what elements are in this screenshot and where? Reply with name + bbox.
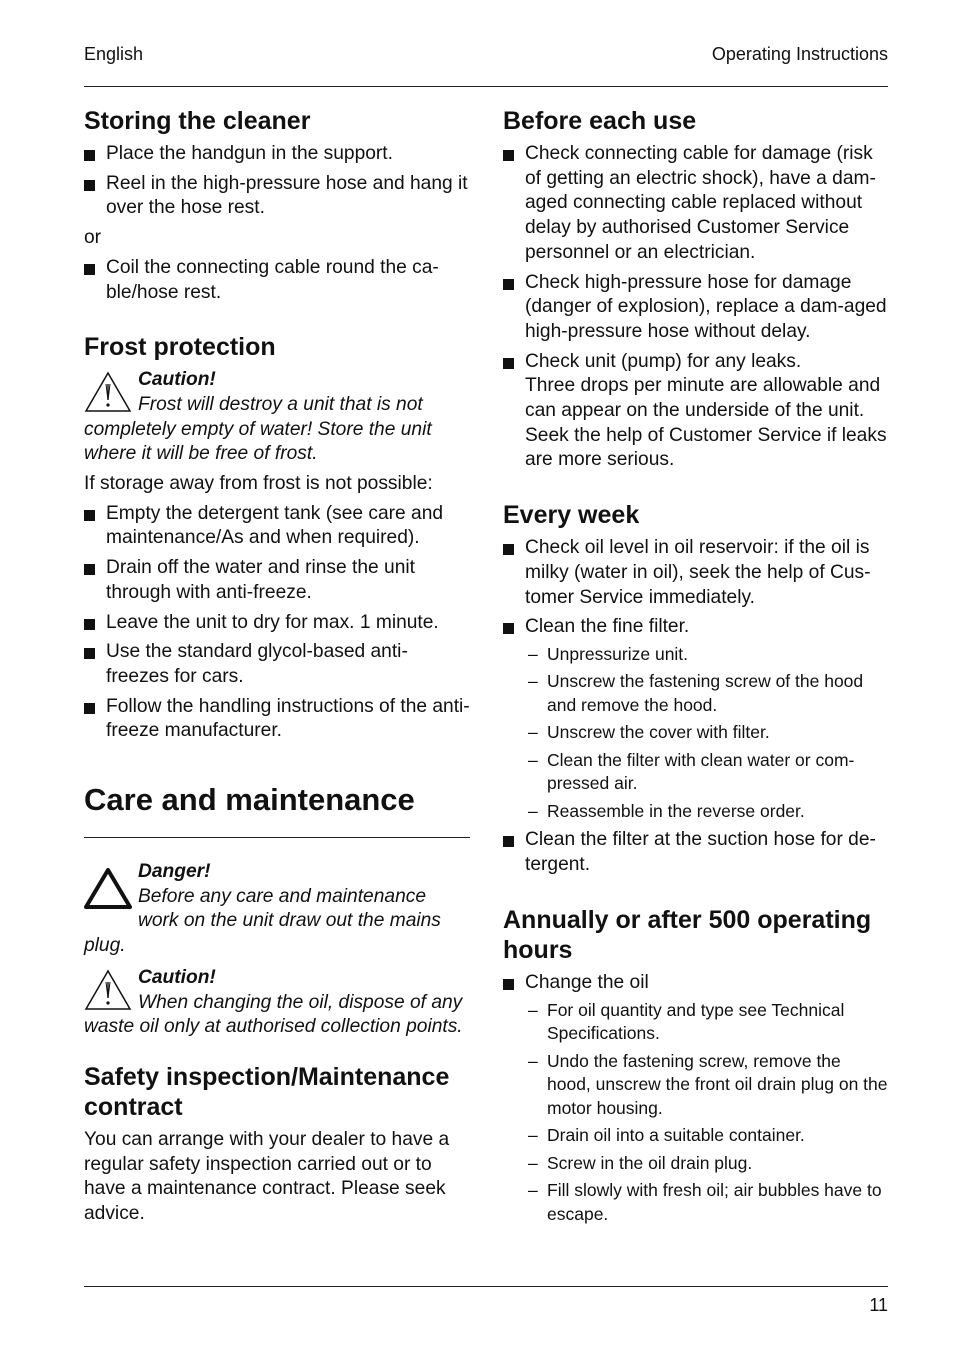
sub-item: – Fill slowly with fresh oil; air bubbles have to escape. [503, 1179, 889, 1226]
list-item: Place the handgun in the support. [84, 142, 470, 167]
storing-list-2 [84, 256, 470, 305]
danger-text: Before any care and maintenance work on the unit draw out the mains plug. [84, 885, 441, 957]
danger-icon [84, 866, 132, 910]
sub-item: – Drain oil into a suitable container. [503, 1124, 889, 1148]
annual-list [503, 971, 889, 1226]
storing-list [84, 142, 470, 221]
before-heading: Before each use [503, 107, 697, 135]
caution-text: Frost will destroy a unit that is not completely empty of water! Store the unit where it will be free of frost. [84, 393, 432, 465]
caution-icon [84, 370, 132, 414]
list-item [503, 615, 889, 823]
header-language: English [84, 44, 144, 64]
list-item: Check connecting cable for damage (risk of getting an electric shock), have a dam-aged connecting cable replaced without delay by authorised Customer Service personnel or an electrician. [503, 142, 889, 266]
week-heading: Every week [503, 501, 640, 530]
list-item: Use the standard glycol-based anti-freezes for cars. [84, 640, 470, 689]
caution-title: Caution! [138, 966, 216, 988]
safety-text: You can arrange with your dealer to have a regular safety inspection carried out or to have a maintenance contract. Please seek advice. [84, 1128, 450, 1225]
caution-title: Caution! [138, 369, 216, 391]
list-item-text: Clean the fine filter. [525, 616, 690, 638]
list-item: Empty the detergent tank (see care and maintenance/As and when required). [84, 502, 470, 551]
list-item: Leave the unit to dry for max. 1 minute. [84, 611, 470, 636]
left-column [84, 106, 470, 1227]
caution-icon [84, 968, 132, 1012]
list-item [503, 971, 889, 1226]
danger-notice [84, 860, 470, 959]
right-column [503, 106, 889, 1231]
list-item: Check oil level in oil reservoir: if the oil is milky (water in oil), seek the help of Cus-tomer Service immediately. [503, 536, 889, 610]
leak-note: Three drops per minute are allowable and can appear on the underside of the unit. Seek the help of Customer Service if leaks are more serious. [525, 375, 887, 471]
storing-heading: Storing the cleaner [84, 107, 311, 135]
sub-item: – Screw in the oil drain plug. [503, 1152, 889, 1176]
oil-caution [84, 966, 470, 1040]
footer-divider [84, 1286, 888, 1287]
header-divider [84, 86, 888, 87]
annual-heading: Annually or after 500 operating hours [503, 905, 872, 964]
list-item: Clean the filter at the suction hose for de-tergent. [503, 828, 889, 877]
list-item: Follow the handling instructions of the anti-freeze manufacturer. [84, 695, 470, 744]
page-number: 11 [869, 1295, 888, 1315]
before-list [503, 142, 889, 473]
list-item-text: Change the oil [525, 971, 649, 993]
sub-item: – Unscrew the cover with filter. [503, 721, 889, 745]
list-item-text: Check unit (pump) for any leaks. [525, 350, 802, 372]
header-doc-title: Operating Instructions [711, 44, 888, 64]
sub-item: – Unscrew the fastening screw of the hood and remove the hood. [503, 670, 889, 717]
oil-steps [503, 999, 889, 1227]
list-item: Reel in the high-pressure hose and hang it over the hose rest. [84, 172, 470, 221]
sub-item: – Undo the fastening screw, remove the hood, unscrew the front oil drain plug on the motor housing. [503, 1050, 889, 1121]
frost-intro: If storage away from frost is not possible: [84, 473, 433, 495]
list-item: Coil the connecting cable round the ca-ble/hose rest. [84, 256, 470, 305]
caution-text: When changing the oil, dispose of any waste oil only at authorised collection points. [84, 991, 463, 1038]
frost-caution [84, 368, 470, 467]
or-text: or [84, 227, 102, 249]
week-list [503, 536, 889, 878]
frost-list [84, 502, 470, 744]
danger-title: Danger! [138, 861, 211, 883]
care-divider [84, 837, 470, 838]
filter-steps [503, 643, 889, 824]
safety-heading: Safety inspection/Maintenance contract [84, 1062, 450, 1121]
list-item [503, 350, 889, 474]
care-heading: Care and maintenance [84, 782, 415, 818]
list-item: Check high-pressure hose for damage (danger of explosion), replace a dam-aged high-pressure hose without delay. [503, 271, 889, 345]
list-item: Drain off the water and rinse the unit through with anti-freeze. [84, 556, 470, 605]
sub-item: – For oil quantity and type see Technical Specifications. [503, 999, 889, 1046]
sub-item: – Reassemble in the reverse order. [503, 800, 889, 824]
sub-item: – Unpressurize unit. [503, 643, 889, 667]
frost-heading: Frost protection [84, 333, 276, 362]
sub-item: – Clean the filter with clean water or com-pressed air. [503, 749, 889, 796]
